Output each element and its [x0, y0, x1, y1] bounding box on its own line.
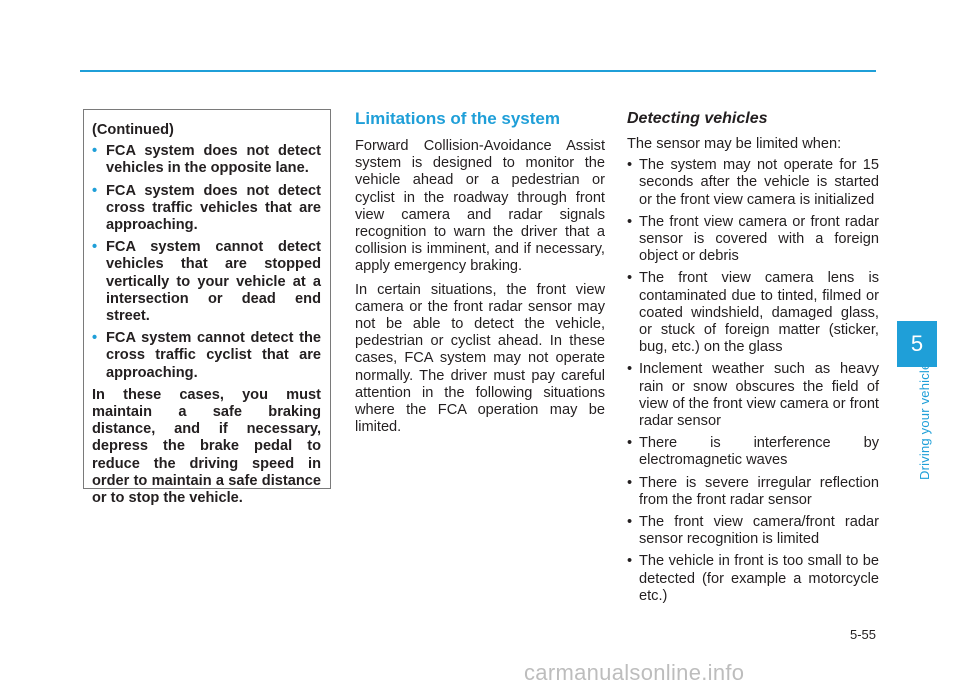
- warning-item: • FCA system cannot detect vehicles that are stopped vertically to your vehicle at a intersection or dead end street.: [92, 239, 321, 325]
- detecting-item: • The vehicle in front is too small to be detected (for example a motorcycle etc.): [627, 553, 879, 604]
- detecting-item: • The front view camera lens is contaminated due to tinted, filmed or coated windshield, damaged glass, or stuck of foreign matter (sticker, bug, etc.) on the glass: [627, 270, 879, 356]
- bullet-icon: •: [627, 361, 633, 378]
- detecting-item: • There is severe irregular reflection from the front radar sensor: [627, 474, 879, 508]
- detecting-intro: The sensor may be limited when:: [627, 136, 842, 152]
- limitations-section: [355, 108, 605, 442]
- warning-item: • FCA system cannot detect the cross traffic cyclist that are approaching.: [92, 330, 321, 381]
- bullet-icon: •: [92, 143, 98, 160]
- chapter-tab: 5: [897, 321, 937, 367]
- limitations-heading: Limitations of the system: [355, 109, 560, 128]
- continued-label: (Continued): [92, 122, 174, 138]
- bullet-icon: •: [627, 514, 633, 531]
- detecting-item: • The system may not operate for 15 seconds after the vehicle is started or the front view camera is initialized: [627, 157, 879, 208]
- watermark: carmanualsonline.info: [524, 660, 745, 685]
- limitations-paragraph: In certain situations, the front view camera or the front radar sensor may not be able to detect the vehicle, pedestrian or cyclist ahead. In these cases, FCA system may not operate normally. The driver must pay careful attention in the following situations where the FCA operation may be limited.: [355, 281, 605, 436]
- warning-item: • FCA system does not detect cross traffic vehicles that are approaching.: [92, 182, 321, 234]
- page-number: 5-55: [849, 627, 876, 642]
- chapter-title: Driving your vehicle: [917, 362, 932, 480]
- bullet-icon: •: [627, 157, 633, 174]
- bullet-icon: •: [92, 330, 98, 347]
- bullet-icon: •: [92, 239, 98, 256]
- detecting-heading: Detecting vehicles: [627, 110, 768, 127]
- warning-box: [83, 109, 331, 507]
- header-rule: [80, 70, 876, 72]
- warning-closing: In these cases, you must maintain a safe braking distance, and if necessary, depress the brake pedal to reduce the driving speed in order to maintain a safe distance or to stop the vehicle.: [92, 386, 321, 507]
- detecting-item: • The front view camera/front radar sensor recognition is limited: [627, 514, 879, 548]
- detecting-item: • The front view camera or front radar sensor is covered with a foreign object or debris: [627, 213, 879, 265]
- warning-list: [92, 143, 321, 382]
- detecting-section: [627, 108, 879, 610]
- bullet-icon: •: [627, 213, 633, 230]
- warning-item: • FCA system does not detect vehicles in the opposite lane.: [92, 143, 321, 177]
- bullet-icon: •: [627, 435, 633, 452]
- bullet-icon: •: [92, 182, 98, 199]
- bullet-icon: •: [627, 474, 633, 491]
- detecting-list: [627, 157, 879, 605]
- limitations-paragraph: Forward Collision-Avoidance Assist system is designed to monitor the vehicle ahead or a pedestrian or cyclist in the roadway through front view camera and radar signals recognition to warn the driver that a collision is imminent, and if necessary, apply emergency braking.: [355, 138, 605, 275]
- bullet-icon: •: [627, 270, 633, 287]
- bullet-icon: •: [627, 553, 633, 570]
- detecting-item: • There is interference by electromagnetic waves: [627, 435, 879, 469]
- detecting-item: • Inclement weather such as heavy rain or snow obscures the field of view of the front view camera or front radar sensor: [627, 361, 879, 430]
